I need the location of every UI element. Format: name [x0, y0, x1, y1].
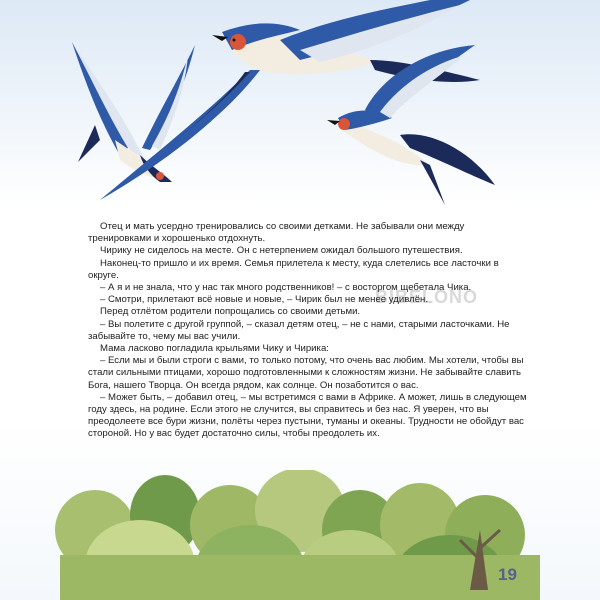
paragraph: – Может быть, – добавил отец, – мы встретимся с вами в Африке. А может, лишь в следующем году здесь, на родине. Если этого не случится, вы справитесь и без нас. Я уверен, что вы преодолеете все бури жизни, полёты через пустыни, туманы и океаны. Трудности не обойдут вас стороной. Но у вас будет достаточно силы, чтобы преодолеть их.	[88, 391, 527, 440]
swallow-right	[327, 45, 495, 205]
paragraph: Чирику не сиделось на месте. Он с нетерпением ожидал большого путешествия.	[100, 245, 463, 257]
paragraph: Наконец-то пришло и их время. Семья прилетела к месту, куда слетелись все ласточки в округе.	[88, 257, 499, 281]
paragraph: Отец и мать усердно тренировались со своими детками. Не забывали они между тренировками и хорошенько отдохнуть.	[88, 221, 465, 245]
paragraph: Мама ласково погладила крыльями Чику и Чирика:	[100, 343, 329, 355]
page-number: 19	[498, 565, 517, 584]
swallow-left	[70, 40, 195, 182]
swallows-illustration	[0, 0, 600, 215]
paragraph: – Если мы и были строги с вами, то только потому, что очень вас любим. Мы хотели, чтобы вы стали сильными птицами, хорошо подготовленными к сложностям жизни. Не забывайте славить Бога, нашего Творца. Он всегда рядом, как солнце. Он позаботится о вас.	[88, 355, 524, 391]
paragraph: – Вы полетите с другой группой, – сказал детям отец, – не с нами, старыми ласточками. Не забывайте то, чему мы вас учили.	[88, 318, 510, 342]
paragraph: Перед отлётом родители попрощались со своими детьми.	[100, 306, 361, 318]
paragraph: – А я и не знала, что у нас так много родственников! – с восторгом щебетала Чика.	[100, 282, 472, 294]
watermark: BIBELONO	[375, 287, 479, 307]
story-text	[88, 221, 528, 441]
paragraph: – Смотри, прилетают всё новые и новые, – Чирик был не менее удивлён.	[100, 294, 429, 306]
